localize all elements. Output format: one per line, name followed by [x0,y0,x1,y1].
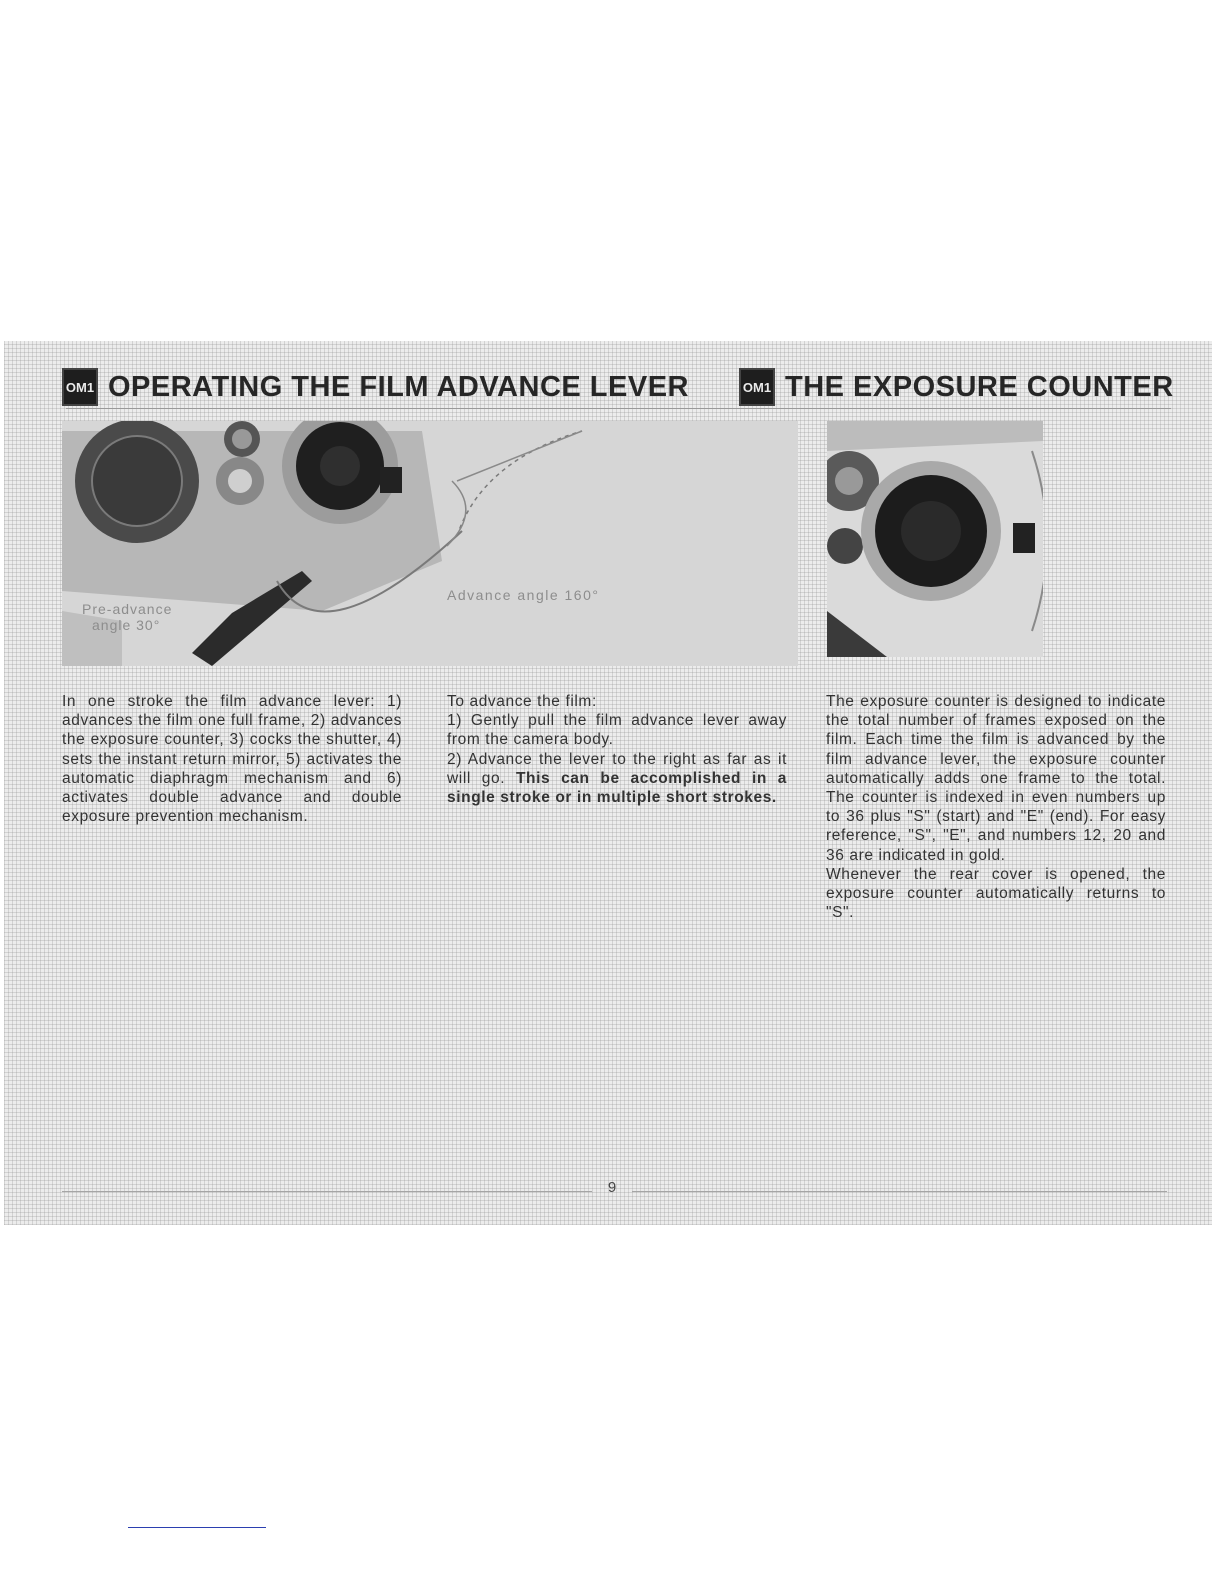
film-advance-functions-text: In one stroke the film advance lever: 1) advances the film one full frame, 2) advances the exposure counter, 3) cocks the shutter, 4) sets the instant return mirror, 5) activates the automatic diaphragm mechanism and 6) activates double advance and double exposure prevention mechanism. [62,693,402,826]
preadvance-angle-label: Pre-advance angle 30° [82,601,173,633]
film-advance-title: OPERATING THE FILM ADVANCE LEVER [108,370,689,403]
page-number: 9 [607,1179,617,1196]
instructions-step-2: 2) Advance the lever to the right as far as it will go. This can be accomplished in a single stroke or in multiple short strokes. [447,750,787,807]
instructions-step-1: 1) Gently pull the film advance lever away from the camera body. [447,712,787,749]
exposure-counter-text [826,692,1166,922]
camera-top-illustration [62,421,798,666]
bottom-link-underline [128,1527,266,1528]
film-advance-lever-photo [62,421,798,666]
section-heading-film-advance [62,365,689,409]
footer-rule-right [632,1191,1167,1192]
instructions-intro: To advance the film: [447,693,597,710]
exposure-counter-description: The exposure counter is designed to indicate the total number of frames exposed on the film. Each time the film is advanced by the film advance lever, the exposure counter automatically adds one frame to the total. The counter is indexed in even numbers up to 36 plus "S" (start) and "E" (end). For easy reference, "S", "E", and numbers 12, 20 and 36 are indicated in gold. [826,693,1166,864]
exposure-counter-photo [827,421,1043,657]
exposure-counter-title: THE EXPOSURE COUNTER [785,370,1174,403]
footer-rule-left [62,1191,592,1192]
section-heading-exposure-counter [739,365,1174,409]
film-advance-instructions-text [447,692,787,807]
advance-angle-label: Advance angle 160° [447,587,600,603]
camera-counter-illustration [827,421,1043,657]
manual-page [4,341,1212,1225]
om1-badge-icon: OM1 [739,368,775,406]
om1-badge-icon: OM1 [62,368,98,406]
exposure-counter-reset-note: Whenever the rear cover is opened, the exposure counter automatically returns to "S". [826,865,1166,922]
heading-rule [66,408,1171,409]
